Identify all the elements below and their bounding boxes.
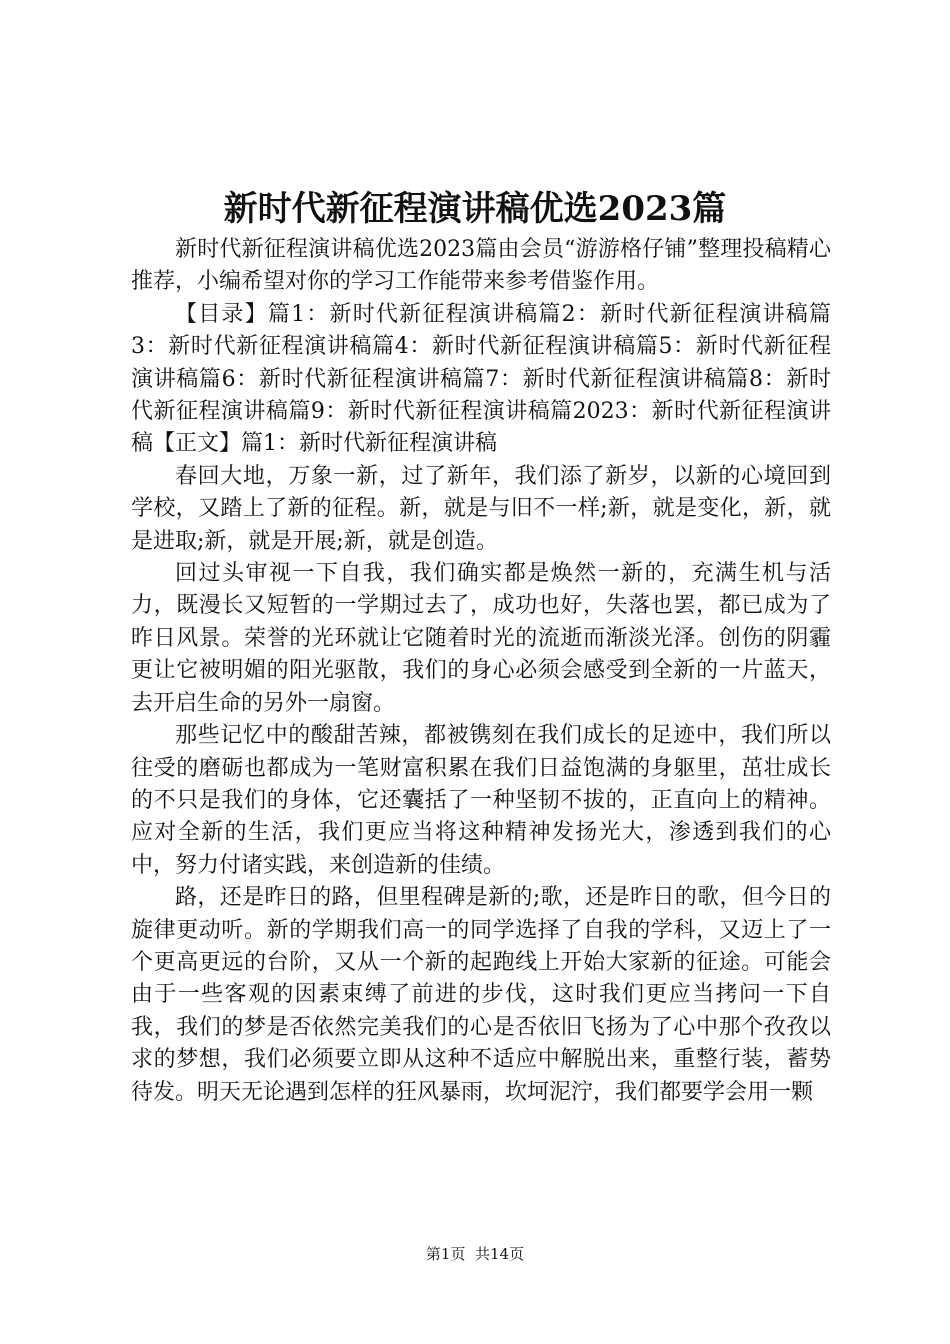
document-title: 新时代新征程演讲稿优选2023篇 [223,189,727,229]
body-paragraph: 春回大地，万象一新，过了新年，我们添了新岁，以新的心境回到学校，又踏上了新的征程。新，就是与旧不一样;新，就是变化，新，就是进取;新，就是开展;新，就是创造。 [131,463,831,554]
paragraph-table-of-contents: 【目录】篇1：新时代新征程演讲稿篇2：新时代新征程演讲稿篇3：新时代新征程演讲稿篇4：新时代新征程演讲稿篇5：新时代新征程演讲稿篇6：新时代新征程演讲稿篇7：新时代新征程演讲稿篇8：新时代新征程演讲稿篇9：新时代新征程演讲稿篇2023：新时代新征程演讲稿【正文】篇1：新时代新征程演讲稿 [131,301,831,457]
body-paragraph: 那些记忆中的酸甜苦辣，都被镌刻在我们成长的足迹中，我们所以往受的磨砺也都成为一笔财富积累在我们日益饱满的身躯里，茁壮成长的不只是我们的身体，它还囊括了一种坚韧不拔的，正直向上的精神。应对全新的生活，我们更应当将这种精神发扬光大，渗透到我们的心中，努力付诸实践，来创造新的佳绩。 [131,723,831,878]
page-number: 第1页 共14页 [425,1245,525,1263]
page-footer [0,1243,950,1265]
body-paragraph: 路，还是昨日的路，但里程碑是新的;歌，还是昨日的歌，但今日的旋律更动听。新的学期我们高一的同学选择了自我的学科，又迈上了一个更高更远的台阶，又从一个新的起跑线上开始大家新的征途。可能会由于一些客观的因素束缚了前进的步伐，这时我们更应当拷问一下自我，我们的梦是否依然完美我们的心是否依旧飞扬为了心中那个孜孜以求的梦想，我们必须要立即从这种不适应中解脱出来，重整行装，蓄势待发。明天无论遇到怎样的狂风暴雨，坎坷泥泞，我们都要学会用一颗 [131,885,831,1105]
paragraph-intro: 新时代新征程演讲稿优选2023篇由会员“游游格仔铺”整理投稿精心推荐，小编希望对你的学习工作能带来参考借鉴作用。 [131,237,832,295]
body-paragraph: 回过头审视一下自我，我们确实都是焕然一新的，充满生机与活力，既漫长又短暂的一学期过去了，成功也好，失落也罢，都已成为了昨日风景。荣誉的光环就让它随着时光的流逝而渐淡光泽。创伤的阴霾更让它被明媚的阳光驱散，我们的身心必须会感受到全新的一片蓝天，去开启生命的另外一扇窗。 [131,561,831,716]
document-body [131,234,831,1109]
